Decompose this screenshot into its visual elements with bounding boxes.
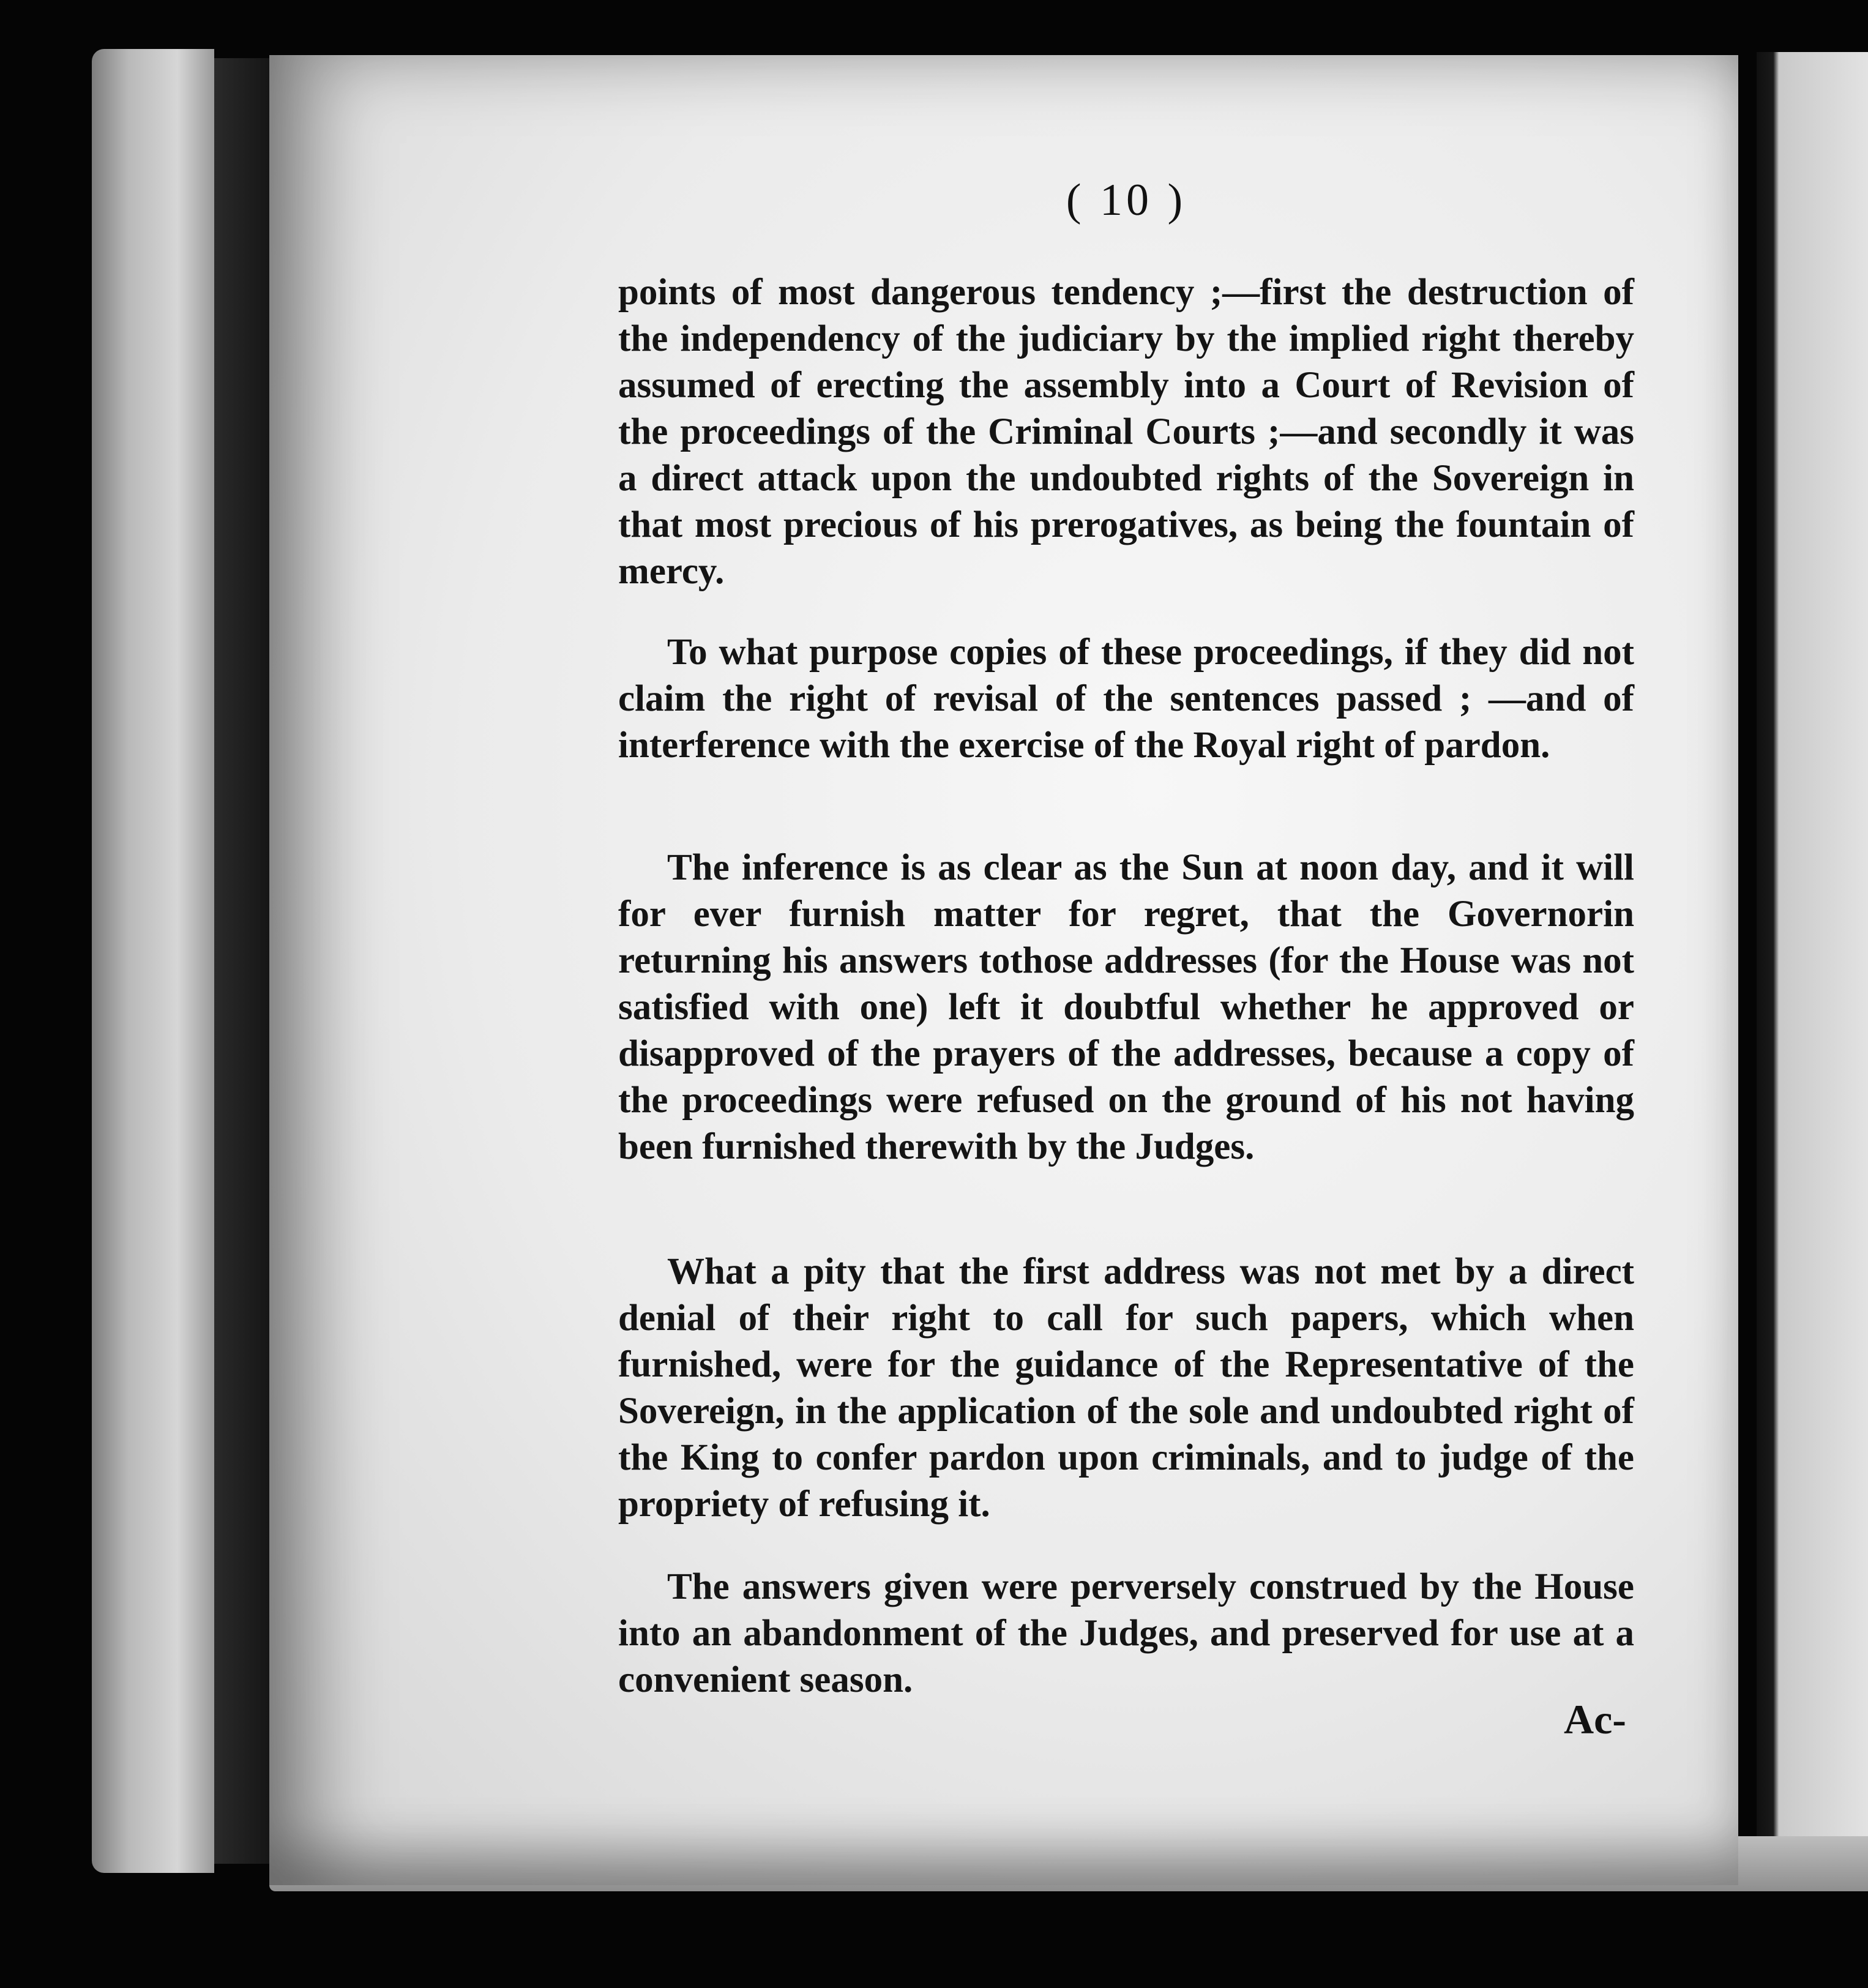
paragraph-text: To what purpose copies of these proceedings, if they did not claim the right of revisal of the sentences passed ; —and of interference with the exercise of the Royal right of pardon.: [618, 632, 1634, 766]
paragraph-text: What a pity that the first address was not met by a direct denial of their right to call for such papers, which when furnished, were for the guidance of the Representative of the Sovereign, in the application of the sole and undoubted right of the King to confer pardon upon criminals, and to judge of the propriety of refusing it.: [618, 1251, 1634, 1525]
paragraph-text: points of most dangerous tendency ;—first the destruction of the independency of the judiciary by the implied right thereby assumed of erecting the assembly into a Court of Revision of the proceedings of the Criminal Courts ;—and secondly it was a direct attack upon the undoubted rights of the Sovereign in that most precious of his prerogatives, as being the fountain of mercy.: [618, 272, 1634, 592]
next-page-edge: [1757, 52, 1868, 1888]
catchword: Ac-: [1564, 1696, 1626, 1743]
paragraph-2: [618, 629, 1634, 769]
paragraph-text: The answers given were perversely construed by the House into an abandonment of the Judges, and preserved for use at a convenient season.: [618, 1566, 1634, 1700]
page-number: ( 10 ): [1066, 175, 1187, 225]
paragraph-4: [618, 1249, 1634, 1528]
facing-page-edge: [92, 49, 214, 1873]
paragraph-1: [618, 269, 1634, 595]
paragraph-5: [618, 1564, 1634, 1703]
paragraph-3: [618, 845, 1634, 1170]
paragraph-text: The inference is as clear as the Sun at noon day, and it will for ever furnish matter for regret, that the Governorin returning his answers tothose addresses (for the House was not satisfied with one) left it doubtful whether he approved or disapproved of the prayers of the addresses, because a copy of the proceedings were refused on the ground of his not having been furnished therewith by the Judges.: [618, 847, 1634, 1167]
